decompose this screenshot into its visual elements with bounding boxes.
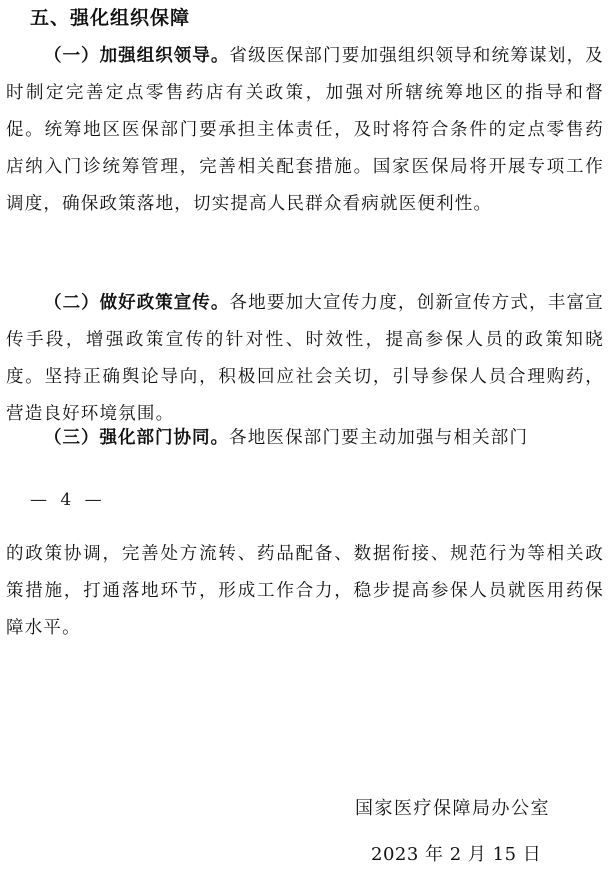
paragraph-lead: （三）强化部门协同。 bbox=[44, 428, 229, 448]
paragraph-body: 省级医保部门要加强组织领导和统筹谋划，及时制定完善定点零售药店有关政策，加强对所辖统筹地区的指导和督促。统筹地区医保部门要承担主体责任，及时将符合条件的定点零售药店纳入门诊统筹管理，完善相关配套措施。国家医保局将开展专项工作调度，确保政策落地，切实提高人民群众看病就医便利性。 bbox=[6, 46, 605, 214]
section-heading: 五、强化组织保障 bbox=[30, 7, 191, 29]
issuer-signature: 国家医疗保障局办公室 bbox=[355, 798, 550, 819]
paragraph-continuation: 的政策协调，完善处方流转、药品配备、数据衔接、规范行为等相关政策措施，打通落地环节，形成工作合力，稳步提高参保人员就医用药保障水平。 bbox=[6, 544, 604, 638]
paragraph-body: 各地要加大宣传力度，创新宣传方式，丰富宣传手段，增强政策宣传的针对性、时效性，提高参保人员的政策知晓度。坚持正确舆论导向，积极回应社会关切，引导参保人员合理购药，营造良好环境氛围。 bbox=[6, 293, 605, 424]
paragraph-lead: （一）加强组织领导。 bbox=[44, 46, 230, 66]
issue-date: 2023 年 2 月 15 日 bbox=[371, 844, 542, 865]
paragraph-lead: （二）做好政策宣传。 bbox=[44, 293, 230, 313]
paragraph-organization-leadership bbox=[6, 38, 604, 223]
paragraph-body: 各地医保部门要主动加强与相关部门 bbox=[229, 428, 529, 448]
paragraph-policy-publicity bbox=[6, 285, 604, 433]
paragraph-department-coordination bbox=[6, 420, 604, 457]
page-number: — 4 — bbox=[30, 490, 106, 510]
